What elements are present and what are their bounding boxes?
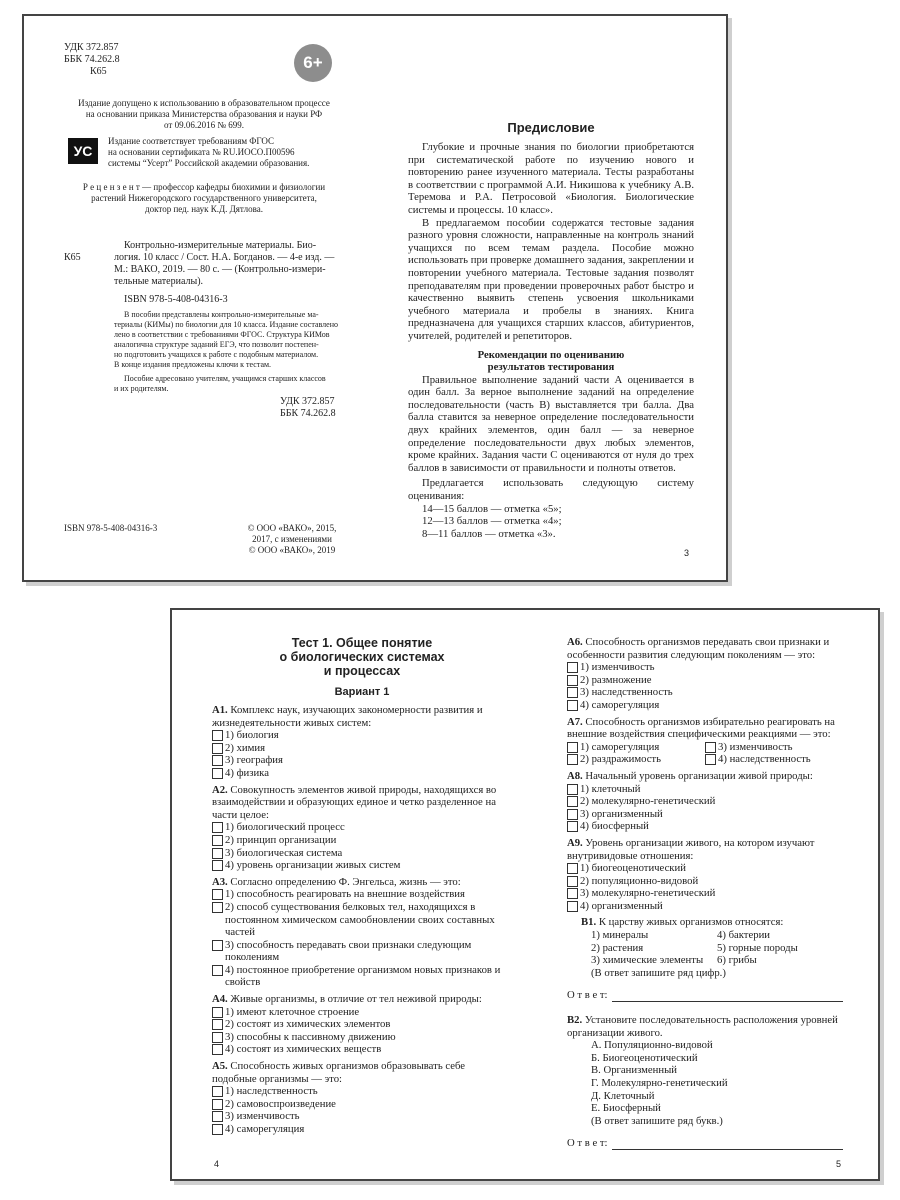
- checkbox[interactable]: [212, 889, 223, 900]
- option-label: 4) саморегуляция: [225, 1123, 305, 1135]
- preface-paragraph: В предлагаемом пособии содержатся тестовые задания разного уровня сложности, направленные на контроль знаний учащихся по всем темам раздела. Пособие можно использовать при проверке домашнего задания, закреплении и повторении учебного материала. Тестовые задания позволят преподавателям при проведении проверочных работ быстро и качественно выявить степень усвоения школьниками учебного материала и пробелы в знаниях. Книга предназначена для учащихся старших классов, абитуриентов, учителей, родителей и репетиторов.: [408, 216, 694, 342]
- checkbox[interactable]: [212, 822, 223, 833]
- reviewer-note: [54, 182, 354, 215]
- answer-option[interactable]: [212, 1043, 512, 1056]
- checkbox[interactable]: [212, 1007, 223, 1018]
- question-b1: [567, 916, 843, 1002]
- checkbox[interactable]: [212, 1111, 223, 1122]
- fgos-note: [108, 136, 358, 169]
- page-number: 3: [684, 548, 690, 558]
- checkbox[interactable]: [212, 965, 223, 976]
- answer-option[interactable]: [567, 862, 843, 875]
- checkbox[interactable]: [567, 662, 578, 673]
- answer-option[interactable]: [212, 729, 512, 742]
- sequence-item: В. Организменный: [591, 1064, 678, 1077]
- question-text: Согласно определению Ф. Энгельса, жизнь — это:: [230, 875, 461, 888]
- option-label: 2) химия: [225, 741, 266, 754]
- option-label: 4) физика: [225, 766, 269, 779]
- answer-option[interactable]: [567, 661, 843, 674]
- question-number: В2.: [567, 1014, 583, 1027]
- grading-list: [408, 503, 694, 541]
- annotation-line: и их родителям.: [114, 384, 169, 393]
- spread-pages-4-5: [170, 608, 880, 1181]
- answer-option[interactable]: [212, 1098, 512, 1111]
- approval-line: от 09.06.2016 № 699.: [164, 120, 244, 130]
- option-label: 1) биологический процесс: [225, 821, 345, 834]
- answer-option[interactable]: [212, 1123, 512, 1136]
- option-label: 3) изменчивость: [718, 740, 793, 753]
- isbn-bottom: ISBN 978-5-408-04316-3: [64, 523, 158, 533]
- option-label: 1) клеточный: [580, 782, 641, 795]
- sequence-item: А. Популяционно-видовой: [591, 1039, 713, 1052]
- question-a1: [212, 704, 512, 780]
- answer-option[interactable]: [567, 875, 843, 888]
- question-number: А8.: [567, 769, 583, 782]
- copyright-line: © ООО «ВАКО», 2019: [248, 545, 336, 555]
- answer-label: О т в е т:: [567, 989, 608, 1002]
- question-number: А3.: [212, 875, 228, 888]
- answer-option[interactable]: [212, 1006, 512, 1019]
- checkbox[interactable]: [212, 902, 223, 913]
- question-text: К царству живых организмов относятся:: [598, 916, 784, 929]
- option-label: 3) биологическая система: [225, 846, 343, 859]
- page-number: 4: [214, 1159, 220, 1169]
- answer-hint: (В ответ запишите ряд букв.): [591, 1114, 723, 1127]
- checkbox[interactable]: [567, 675, 578, 686]
- checkbox[interactable]: [212, 1044, 223, 1055]
- checkbox[interactable]: [567, 754, 578, 765]
- fgos-line: Издание соответствует требованиям ФГОС: [108, 136, 274, 146]
- answer-option[interactable]: [567, 887, 843, 900]
- question-a5: [212, 1060, 512, 1136]
- checkbox[interactable]: [567, 742, 578, 753]
- answer-option[interactable]: [212, 754, 512, 767]
- question-a8: [567, 770, 843, 833]
- age-rating-badge: 6+: [294, 44, 332, 82]
- annotation-line: но подготовить учащихся к работе с подобным материалом.: [114, 350, 319, 359]
- answer-hint: (В ответ запишите ряд цифр.): [591, 966, 726, 979]
- option-label: 2) принцип организации: [225, 833, 337, 846]
- sequence-item: Б. Биогеоценотический: [591, 1051, 698, 1064]
- checkbox[interactable]: [567, 888, 578, 899]
- answer-option[interactable]: [705, 741, 843, 754]
- option-label: 2) размножение: [580, 673, 652, 686]
- annotation: [114, 310, 354, 394]
- answer-line[interactable]: [612, 991, 843, 1002]
- answer-option[interactable]: [212, 1031, 512, 1044]
- option-label: 2) популяционно-видовой: [580, 874, 699, 887]
- checkbox[interactable]: [212, 743, 223, 754]
- answer-option[interactable]: [567, 795, 843, 808]
- checkbox[interactable]: [212, 755, 223, 766]
- option-label: 4) саморегуляция: [580, 698, 660, 711]
- question-a2: [212, 784, 512, 872]
- question-b2: [567, 1014, 843, 1150]
- copyright-line: 2017, с изменениями: [252, 534, 332, 544]
- question-a7: [567, 716, 843, 766]
- question-text: Установите последовательность расположения уровней организации живого.: [567, 1014, 838, 1039]
- option-label: 4) состоят из химических веществ: [225, 1043, 382, 1056]
- sequence-item: Г. Молекулярно-генетический: [591, 1077, 728, 1089]
- checkbox[interactable]: [212, 768, 223, 779]
- checkbox[interactable]: [567, 863, 578, 874]
- question-number: А6.: [567, 636, 583, 648]
- answer-option[interactable]: [212, 964, 512, 989]
- bibliographic-record: [114, 240, 354, 306]
- page-number: 5: [836, 1159, 842, 1169]
- grading-intro: Предлагается использовать следующую систему оценивания:: [408, 477, 694, 503]
- option-label: 5) горные породы: [717, 941, 798, 954]
- bib-line: тельные материалы).: [114, 276, 204, 287]
- approval-note: [54, 98, 354, 131]
- option-label: 3) организменный: [580, 807, 663, 820]
- annotation-line: В пособии представлены контрольно-измерительные ма-: [124, 310, 319, 319]
- option-label: 3) наследственность: [580, 686, 673, 699]
- spread-pages-2-3: [22, 14, 728, 582]
- assessment-paragraph: Правильное выполнение заданий части А оценивается в один балл. За верное выполнение заданий на определение последовательности (часть В) выставляется три балла. Два балла ставится за неверное определение последовательности двух крайних элементов, один балл — за неверное определение последовательности двух любых элементов, кроме крайних. Задания части С оцениваются от нуля до трех баллов в зависимости от правильности и полноты ответов.: [408, 373, 694, 474]
- question-number: А7.: [567, 715, 583, 728]
- question-text: Живые организмы, в отличие от тел неживой природы:: [230, 993, 482, 1006]
- option-label: 1) саморегуляция: [580, 740, 660, 753]
- option-label: 1) имеют клеточное строение: [225, 1005, 360, 1018]
- option-label: 3) способность передавать свои признаки следующим поколениям: [225, 938, 472, 964]
- checkbox[interactable]: [705, 754, 716, 765]
- answer-option[interactable]: [567, 808, 843, 821]
- question-text: Комплекс наук, изучающих закономерности развития и жизнедеятельности живых систем:: [212, 704, 483, 729]
- option-label: 2) состоят из химических элементов: [225, 1018, 391, 1031]
- grading-item: 8—11 баллов — отметка «3».: [422, 527, 556, 540]
- question-text: Уровень организации живого, на котором изучают внутривидовые отношения:: [567, 836, 815, 862]
- checkbox[interactable]: [567, 700, 578, 711]
- checkbox[interactable]: [212, 1124, 223, 1135]
- question-number: А9.: [567, 836, 583, 849]
- copyright: [222, 523, 362, 556]
- grading-item: 14—15 баллов — отметка «5»;: [422, 502, 562, 515]
- preface-title: Предисловие: [507, 120, 595, 135]
- question-number: А1.: [212, 704, 228, 716]
- fgos-line: на основании сертификата № RU.ИОСО.П00596: [108, 147, 295, 157]
- answer-option[interactable]: [212, 1110, 512, 1123]
- annotation-line: аналогична структуре заданий ЕГЭ, что позволит постепен-: [114, 340, 319, 349]
- question-a9: [567, 837, 843, 913]
- answer-option[interactable]: [212, 939, 512, 964]
- preface: [408, 120, 694, 540]
- answer-option[interactable]: [212, 888, 512, 901]
- preface-paragraph: Глубокие и прочные знания по биологии приобретаются при систематической работе по изучению нового и повторению ранее изученного материала. Тесты разработаны в соответствии с программой А.И. Никишова к учебнику А.В. Теремова и Р.А. Петросовой «Биология. Биологические системы и процессы. 10 класс».: [408, 141, 694, 216]
- answer-field[interactable]: [567, 1137, 843, 1150]
- option-label: 2) растения: [591, 941, 644, 954]
- code-line: К65: [90, 66, 107, 77]
- option-label: 3) молекулярно-генетический: [580, 887, 716, 900]
- answer-option[interactable]: [567, 699, 843, 712]
- udk-bottom: [280, 396, 360, 420]
- annotation-line: териалы (КИМы) по биологии для 10 класса. Издание составлено: [114, 320, 338, 329]
- udk-block: [64, 42, 184, 78]
- checkbox[interactable]: [212, 1086, 223, 1097]
- option-label: 3) химические элементы: [591, 954, 704, 967]
- checkbox[interactable]: [567, 784, 578, 795]
- answer-option[interactable]: [212, 859, 512, 872]
- checkbox[interactable]: [567, 687, 578, 698]
- library-code: К65: [64, 252, 81, 263]
- answer-option[interactable]: [212, 901, 512, 939]
- question-text: Совокупность элементов живой природы, находящихся во взаимодействии и образующих единое и четко разделенное на части целое:: [212, 783, 497, 821]
- annotation-line: В конце издания предложены ключи к тестам.: [114, 360, 272, 369]
- checkbox[interactable]: [567, 821, 578, 832]
- option-label: 3) способны к пассивному движению: [225, 1030, 396, 1043]
- reviewer-line: растений Нижегородского государственного университета,: [91, 193, 317, 203]
- answer-option[interactable]: [212, 834, 512, 847]
- option-label: 4) наследственность: [718, 753, 811, 766]
- bib-line: логия. 10 класс / Сост. Н.А. Богданов. — 4-е изд. —: [114, 252, 335, 263]
- udk-line: УДК 372.857: [280, 396, 335, 407]
- copyright-line: © ООО «ВАКО», 2015,: [247, 523, 337, 533]
- answer-option[interactable]: [212, 767, 512, 780]
- reviewer-line: Р е ц е н з е н т — профессор кафедры биохимии и физиологии: [82, 182, 326, 192]
- test-page-left: [212, 636, 512, 1136]
- option-label: 1) изменчивость: [580, 661, 655, 674]
- question-text: Способность организмов передавать свои признаки и особенности развития следующим поколениям — это:: [567, 636, 830, 661]
- answer-option[interactable]: [212, 742, 512, 755]
- checkbox[interactable]: [212, 730, 223, 741]
- checkbox[interactable]: [212, 835, 223, 846]
- answer-option[interactable]: [212, 1018, 512, 1031]
- bbk-line: ББК 74.262.8: [64, 54, 120, 65]
- question-a3: [212, 876, 512, 989]
- udk-line: УДК 372.857: [64, 42, 119, 53]
- option-label: 2) раздражимость: [580, 753, 661, 766]
- test-title-line: и процессах: [323, 664, 401, 678]
- checkbox[interactable]: [567, 809, 578, 820]
- sequence-item: Д. Клеточный: [591, 1089, 655, 1102]
- answer-option[interactable]: [567, 820, 843, 833]
- checkbox[interactable]: [212, 940, 223, 951]
- answer-option[interactable]: [212, 847, 512, 860]
- option-label: 1) биогеоценотический: [580, 862, 686, 875]
- certification-logo: УС: [68, 138, 98, 164]
- question-a4: [212, 993, 512, 1056]
- assessment-heading-line2: результатов тестирования: [487, 361, 615, 374]
- answer-option[interactable]: [567, 686, 843, 699]
- answer-option[interactable]: [567, 900, 843, 913]
- option-label: 3) изменчивость: [225, 1110, 300, 1123]
- checkbox[interactable]: [567, 901, 578, 912]
- question-text: Способность организмов избирательно реагировать на внешние воздействия специфическими реакциями — это:: [567, 715, 835, 741]
- question-text: Способность живых организмов образовывать себе подобные организмы — это:: [212, 1060, 466, 1085]
- option-label: 1) минералы: [591, 929, 649, 942]
- annotation-line: Пособие адресовано учителям, учащимся старших классов: [124, 374, 326, 383]
- annotation-line: лено в соответствии с требованиями ФГОС. Структура КИМов: [114, 330, 330, 339]
- question-number: В1.: [581, 916, 597, 929]
- option-label: 1) способность реагировать на внешние воздействия: [225, 888, 465, 901]
- option-label: 2) самовоспроизведение: [225, 1097, 336, 1110]
- reviewer-line: доктор пед. наук К.Д. Дятлова.: [145, 204, 263, 214]
- answer-option[interactable]: [567, 741, 705, 754]
- question-a6: [567, 636, 843, 712]
- option-label: 4) постоянное приобретение организмом новых признаков и свойств: [225, 963, 501, 989]
- checkbox[interactable]: [567, 876, 578, 887]
- approval-line: на основании приказа Министерства образования и науки РФ: [85, 109, 323, 119]
- answer-field[interactable]: [567, 989, 843, 1002]
- bib-line: М.: ВАКО, 2019. — 80 с. — (Контрольно-измери-: [114, 264, 326, 275]
- test-title-line: о биологических системах: [279, 650, 445, 664]
- option-label: 3) география: [225, 754, 283, 767]
- answer-option[interactable]: [567, 674, 843, 687]
- option-label: 2) способ существования белковых тел, находящихся в постоянном химическом самообновлении своих составных частей: [225, 900, 495, 939]
- answer-option[interactable]: [212, 1085, 512, 1098]
- answer-label: О т в е т:: [567, 1137, 608, 1150]
- answer-option[interactable]: [567, 783, 843, 796]
- checkbox[interactable]: [212, 860, 223, 871]
- checkbox[interactable]: [567, 796, 578, 807]
- checkbox[interactable]: [212, 1019, 223, 1030]
- checkbox[interactable]: [212, 848, 223, 859]
- question-number: А4.: [212, 993, 228, 1006]
- answer-option[interactable]: [567, 753, 705, 766]
- test-title: [212, 636, 512, 678]
- assessment-heading-line1: Рекомендации по оцениванию: [477, 348, 625, 361]
- option-label: 4) биосферный: [580, 820, 649, 833]
- option-label: 4) организменный: [580, 899, 663, 912]
- bbk-line: ББК 74.262.8: [280, 408, 336, 419]
- checkbox[interactable]: [705, 742, 716, 753]
- answer-option[interactable]: [705, 753, 843, 766]
- option-label: 1) биология: [225, 729, 279, 742]
- checkbox[interactable]: [212, 1032, 223, 1043]
- test-page-right: [567, 636, 843, 1150]
- bib-line: Контрольно-измерительные материалы. Био-: [124, 240, 317, 251]
- answer-line[interactable]: [612, 1139, 843, 1150]
- option-label: 4) бактерии: [717, 929, 771, 942]
- question-number: А2.: [212, 783, 228, 796]
- option-label: 4) уровень организации живых систем: [225, 859, 401, 872]
- option-label: 6) грибы: [717, 954, 757, 967]
- fgos-line: системы “Усерт” Российской академии образования.: [108, 158, 310, 168]
- question-text: Начальный уровень организации живой природы:: [585, 769, 813, 782]
- variant-title: Вариант 1: [334, 686, 390, 698]
- approval-line: Издание допущено к использованию в образовательном процессе: [78, 98, 330, 108]
- sequence-item: Е. Биосферный: [591, 1102, 661, 1115]
- option-label: 2) молекулярно-генетический: [580, 795, 716, 808]
- checkbox[interactable]: [212, 1099, 223, 1110]
- answer-option[interactable]: [212, 821, 512, 834]
- test-title-line: Тест 1. Общее понятие: [291, 636, 433, 650]
- question-number: А5.: [212, 1060, 228, 1073]
- grading-item: 12—13 баллов — отметка «4»;: [422, 515, 562, 528]
- isbn: ISBN 978-5-408-04316-3: [124, 294, 228, 305]
- option-label: 1) наследственность: [225, 1085, 318, 1098]
